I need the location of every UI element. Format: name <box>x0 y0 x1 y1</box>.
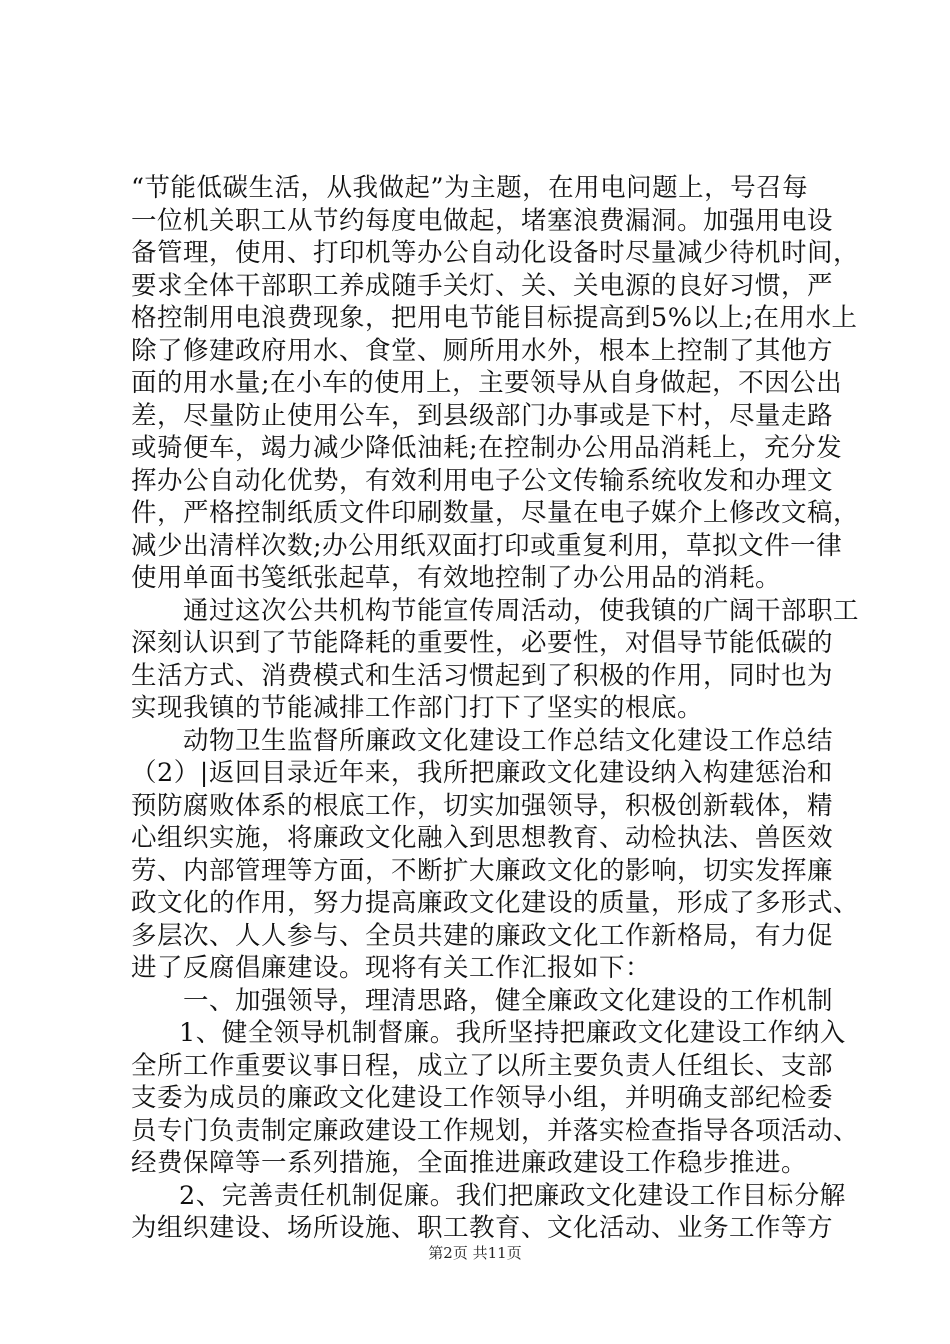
text-line: 一位机关职工从节约每度电做起，堵塞浪费漏洞。加强用电设 <box>131 205 834 236</box>
text-line: 深刻认识到了节能降耗的重要性，必要性，对倡导节能低碳的 <box>131 628 834 658</box>
text-line: 格控制用电浪费现象，把用电节能目标提高到5%以上;在用水上 <box>131 303 858 333</box>
paragraph-start-line: 1、健全领导机制督廉。我所坚持把廉政文化建设工作纳入 <box>179 1018 846 1048</box>
text-line: 差，尽量防止使用公车，到县级部门办事或是下村，尽量走路 <box>131 400 834 431</box>
text-line: “节能低碳生活，从我做起”为主题，在用电问题上，号召每 <box>131 173 809 203</box>
text-line: 除了修建政府用水、食堂、厕所用水外，根本上控制了其他方 <box>131 335 834 366</box>
text-line: 预防腐败体系的根底工作，切实加强领导，积极创新载体，精 <box>131 790 834 821</box>
text-line: 心组织实施，将廉政文化融入到思想教育、动检执法、兽医效 <box>131 823 834 853</box>
text-line: 或骑便车，竭力减少降低油耗;在控制办公用品消耗上，充分发 <box>131 433 843 463</box>
text-line: 多层次、人人参与、全员共建的廉政文化工作新格局，有力促 <box>131 920 834 951</box>
heading-line: 一、加强领导，理清思路，健全廉政文化建设的工作机制 <box>183 985 834 1016</box>
text-line: 使用单面书笺纸张起草，有效地控制了办公用品的消耗。 <box>131 563 782 593</box>
page-number-footer: 第2页 共11页 <box>428 1244 522 1262</box>
text-line: 为组织建设、场所设施、职工教育、文化活动、业务工作等方 <box>131 1213 834 1243</box>
paragraph-start-line: 2、完善责任机制促廉。我们把廉政文化建设工作目标分解 <box>179 1180 846 1211</box>
text-line: 面的用水量;在小车的使用上，主要领导从自身做起，不因公出 <box>131 368 843 398</box>
text-line: 要求全体干部职工养成随手关灯、关、关电源的良好习惯，严 <box>131 270 834 301</box>
paragraph-start-line: 通过这次公共机构节能宣传周活动，使我镇的广阔干部职工 <box>183 595 860 626</box>
text-line: 挥办公自动化优势，有效利用电子公文传输系统收发和办理文 <box>131 465 834 496</box>
document-body <box>131 172 860 1245</box>
text-line: 支委为成员的廉政文化建设工作领导小组，并明确支部纪检委 <box>131 1083 834 1113</box>
text-line: 政文化的作用，努力提高廉政文化建设的质量，形成了多形式、 <box>131 888 860 918</box>
text-line: 备管理，使用、打印机等办公自动化设备时尽量减少待机时间， <box>131 238 860 268</box>
text-line: 件，严格控制纸质文件印刷数量，尽量在电子媒介上修改文稿， <box>131 498 860 528</box>
text-line: 减少出清样次数;办公用纸双面打印或重复利用，草拟文件一律 <box>131 530 843 561</box>
text-line: 经费保障等一系列措施，全面推进廉政建设工作稳步推进。 <box>131 1148 808 1178</box>
text-line: 生活方式、消费模式和生活习惯起到了积极的作用，同时也为 <box>131 660 834 691</box>
text-line: 实现我镇的节能减排工作部门打下了坚实的根底。 <box>131 693 704 723</box>
text-line: 全所工作重要议事日程，成立了以所主要负责人任组长、支部 <box>131 1050 834 1081</box>
text-line: 员专门负责制定廉政建设工作规划，并落实检查指导各项活动、 <box>131 1115 860 1146</box>
text-line: 劳、内部管理等方面，不断扩大廉政文化的影响，切实发挥廉 <box>131 855 834 886</box>
section-title-line: 动物卫生监督所廉政文化建设工作总结文化建设工作总结 <box>183 725 834 756</box>
text-line: 进了反腐倡廉建设。现将有关工作汇报如下： <box>131 953 652 983</box>
text-line: （2）|返回目录近年来，我所把廉政文化建设纳入构建惩治和 <box>131 758 833 788</box>
